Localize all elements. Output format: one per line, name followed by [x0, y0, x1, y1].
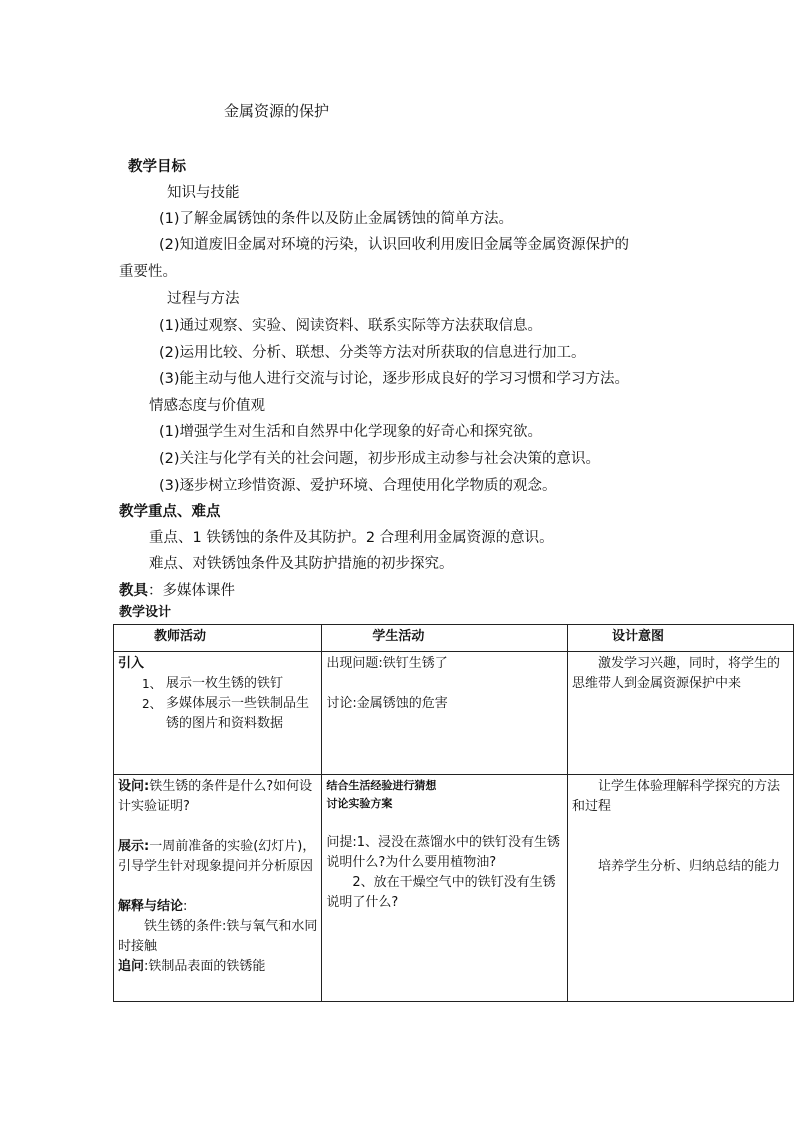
show-block [118, 837, 317, 877]
explain-label: 解释与结论 [118, 899, 184, 914]
intent-text: 激发学习兴趣，同时，将学生的思维带人到金属资源保护中来 [572, 656, 781, 691]
process-heading: 过程与方法 [167, 291, 240, 307]
student-question-1: 问提:1、浸没在蒸馏水中的铁钉没有生锈说明什么?为什么要用植物油? [326, 835, 561, 870]
show-label: 展示: [118, 839, 150, 854]
design-table [113, 624, 794, 1002]
intent-text: 培养学生分析、归纳总结的能力 [598, 859, 781, 874]
key-point-focus: 重点、1 铁锈蚀的条件及其防护。2 合理利用金属资源的意识。 [149, 530, 554, 546]
column-header-intent: 设计意图 [568, 625, 794, 652]
process-item-3: (3)能主动与他人进行交流与讨论，逐步形成良好的学习习惯和学习方法。 [159, 371, 630, 387]
explain-colon: : [183, 899, 188, 914]
attitude-item-2: (2)关注与化学有关的社会问题，初步形成主动参与社会决策的意识。 [159, 451, 601, 467]
attitude-item-3: (3)逐步树立珍惜资源、爱护环境、合理使用化学物质的观念。 [159, 478, 557, 494]
intent-cell-inquiry [568, 775, 794, 1002]
student-subheading: 讨论实验方案 [326, 797, 393, 810]
knowledge-heading: 知识与技能 [167, 185, 240, 201]
item-number: 2、 [142, 697, 162, 711]
key-points-heading: 教学重点、难点 [119, 504, 221, 520]
column-header-student: 学生活动 [322, 625, 568, 652]
item-text: 展示一枚生锈的铁钉 [166, 676, 284, 691]
intent-text: 让学生体验理解科学探究的方法和过程 [572, 779, 781, 814]
knowledge-item-2: (2)知道废旧金属对环境的污染，认识回收利用废旧金属等金属资源保护的 [159, 237, 630, 253]
explain-text: 铁生锈的条件:铁与氧气和水同时接触 [118, 919, 318, 954]
table-row [114, 652, 794, 775]
process-item-2: (2)运用比较、分析、联想、分类等方法对所获取的信息进行加工。 [159, 345, 586, 361]
question-text: 铁生锈的条件是什么?如何设计实验证明? [118, 779, 313, 814]
tools-value: ：多媒体课件 [148, 583, 235, 599]
tools-label: 教具 [119, 583, 148, 599]
design-heading: 教学设计 [119, 605, 172, 620]
student-subheading: 结合生活经验进行猜想 [326, 779, 437, 792]
table-header-row [114, 625, 794, 652]
objectives-heading: 教学目标 [128, 159, 186, 175]
student-line: 讨论:金属锈蚀的危害 [326, 696, 448, 711]
student-question-2: 2、放在干燥空气中的铁钉没有生锈说明了什么? [326, 875, 556, 910]
follow-block [118, 957, 317, 977]
question-block [118, 777, 317, 817]
follow-label: 追问 [118, 959, 145, 974]
column-header-teacher: 教师活动 [114, 625, 322, 652]
student-cell-intro [322, 652, 568, 775]
follow-text: :铁制品表面的铁锈能 [144, 959, 266, 974]
item-text: 多媒体展示一些铁制品生锈的图片和资料数据 [166, 696, 310, 731]
attitude-heading: 情感态度与价值观 [149, 398, 265, 414]
process-item-1: (1)通过观察、实验、阅读资料、联系实际等方法获取信息。 [159, 318, 543, 334]
item-number: 1、 [142, 677, 162, 691]
teacher-cell-intro [114, 652, 322, 775]
key-point-difficulty: 难点、对铁锈蚀条件及其防护措施的初步探究。 [149, 556, 454, 572]
show-text: 一周前准备的实验(幻灯片)，引导学生针对现象提问并分析原因 [118, 839, 316, 874]
question-label: 设问: [118, 779, 150, 794]
explain-block [118, 897, 317, 917]
list-item [118, 674, 317, 694]
document-title: 金属资源的保护 [224, 102, 330, 120]
knowledge-item-1: (1)了解金属锈蚀的条件以及防止金属锈蚀的简单方法。 [159, 211, 514, 227]
knowledge-item-2-cont: 重要性。 [119, 264, 177, 280]
intro-label: 引入 [118, 656, 145, 671]
student-line: 出现问题:铁钉生锈了 [326, 656, 448, 671]
student-cell-inquiry [322, 775, 568, 1002]
attitude-item-1: (1)增强学生对生活和自然界中化学现象的好奇心和探究欲。 [159, 424, 543, 440]
tools-line [119, 581, 235, 601]
list-item [118, 694, 317, 734]
intent-cell-intro [568, 652, 794, 775]
teacher-cell-inquiry [114, 775, 322, 1002]
table-row [114, 775, 794, 1002]
